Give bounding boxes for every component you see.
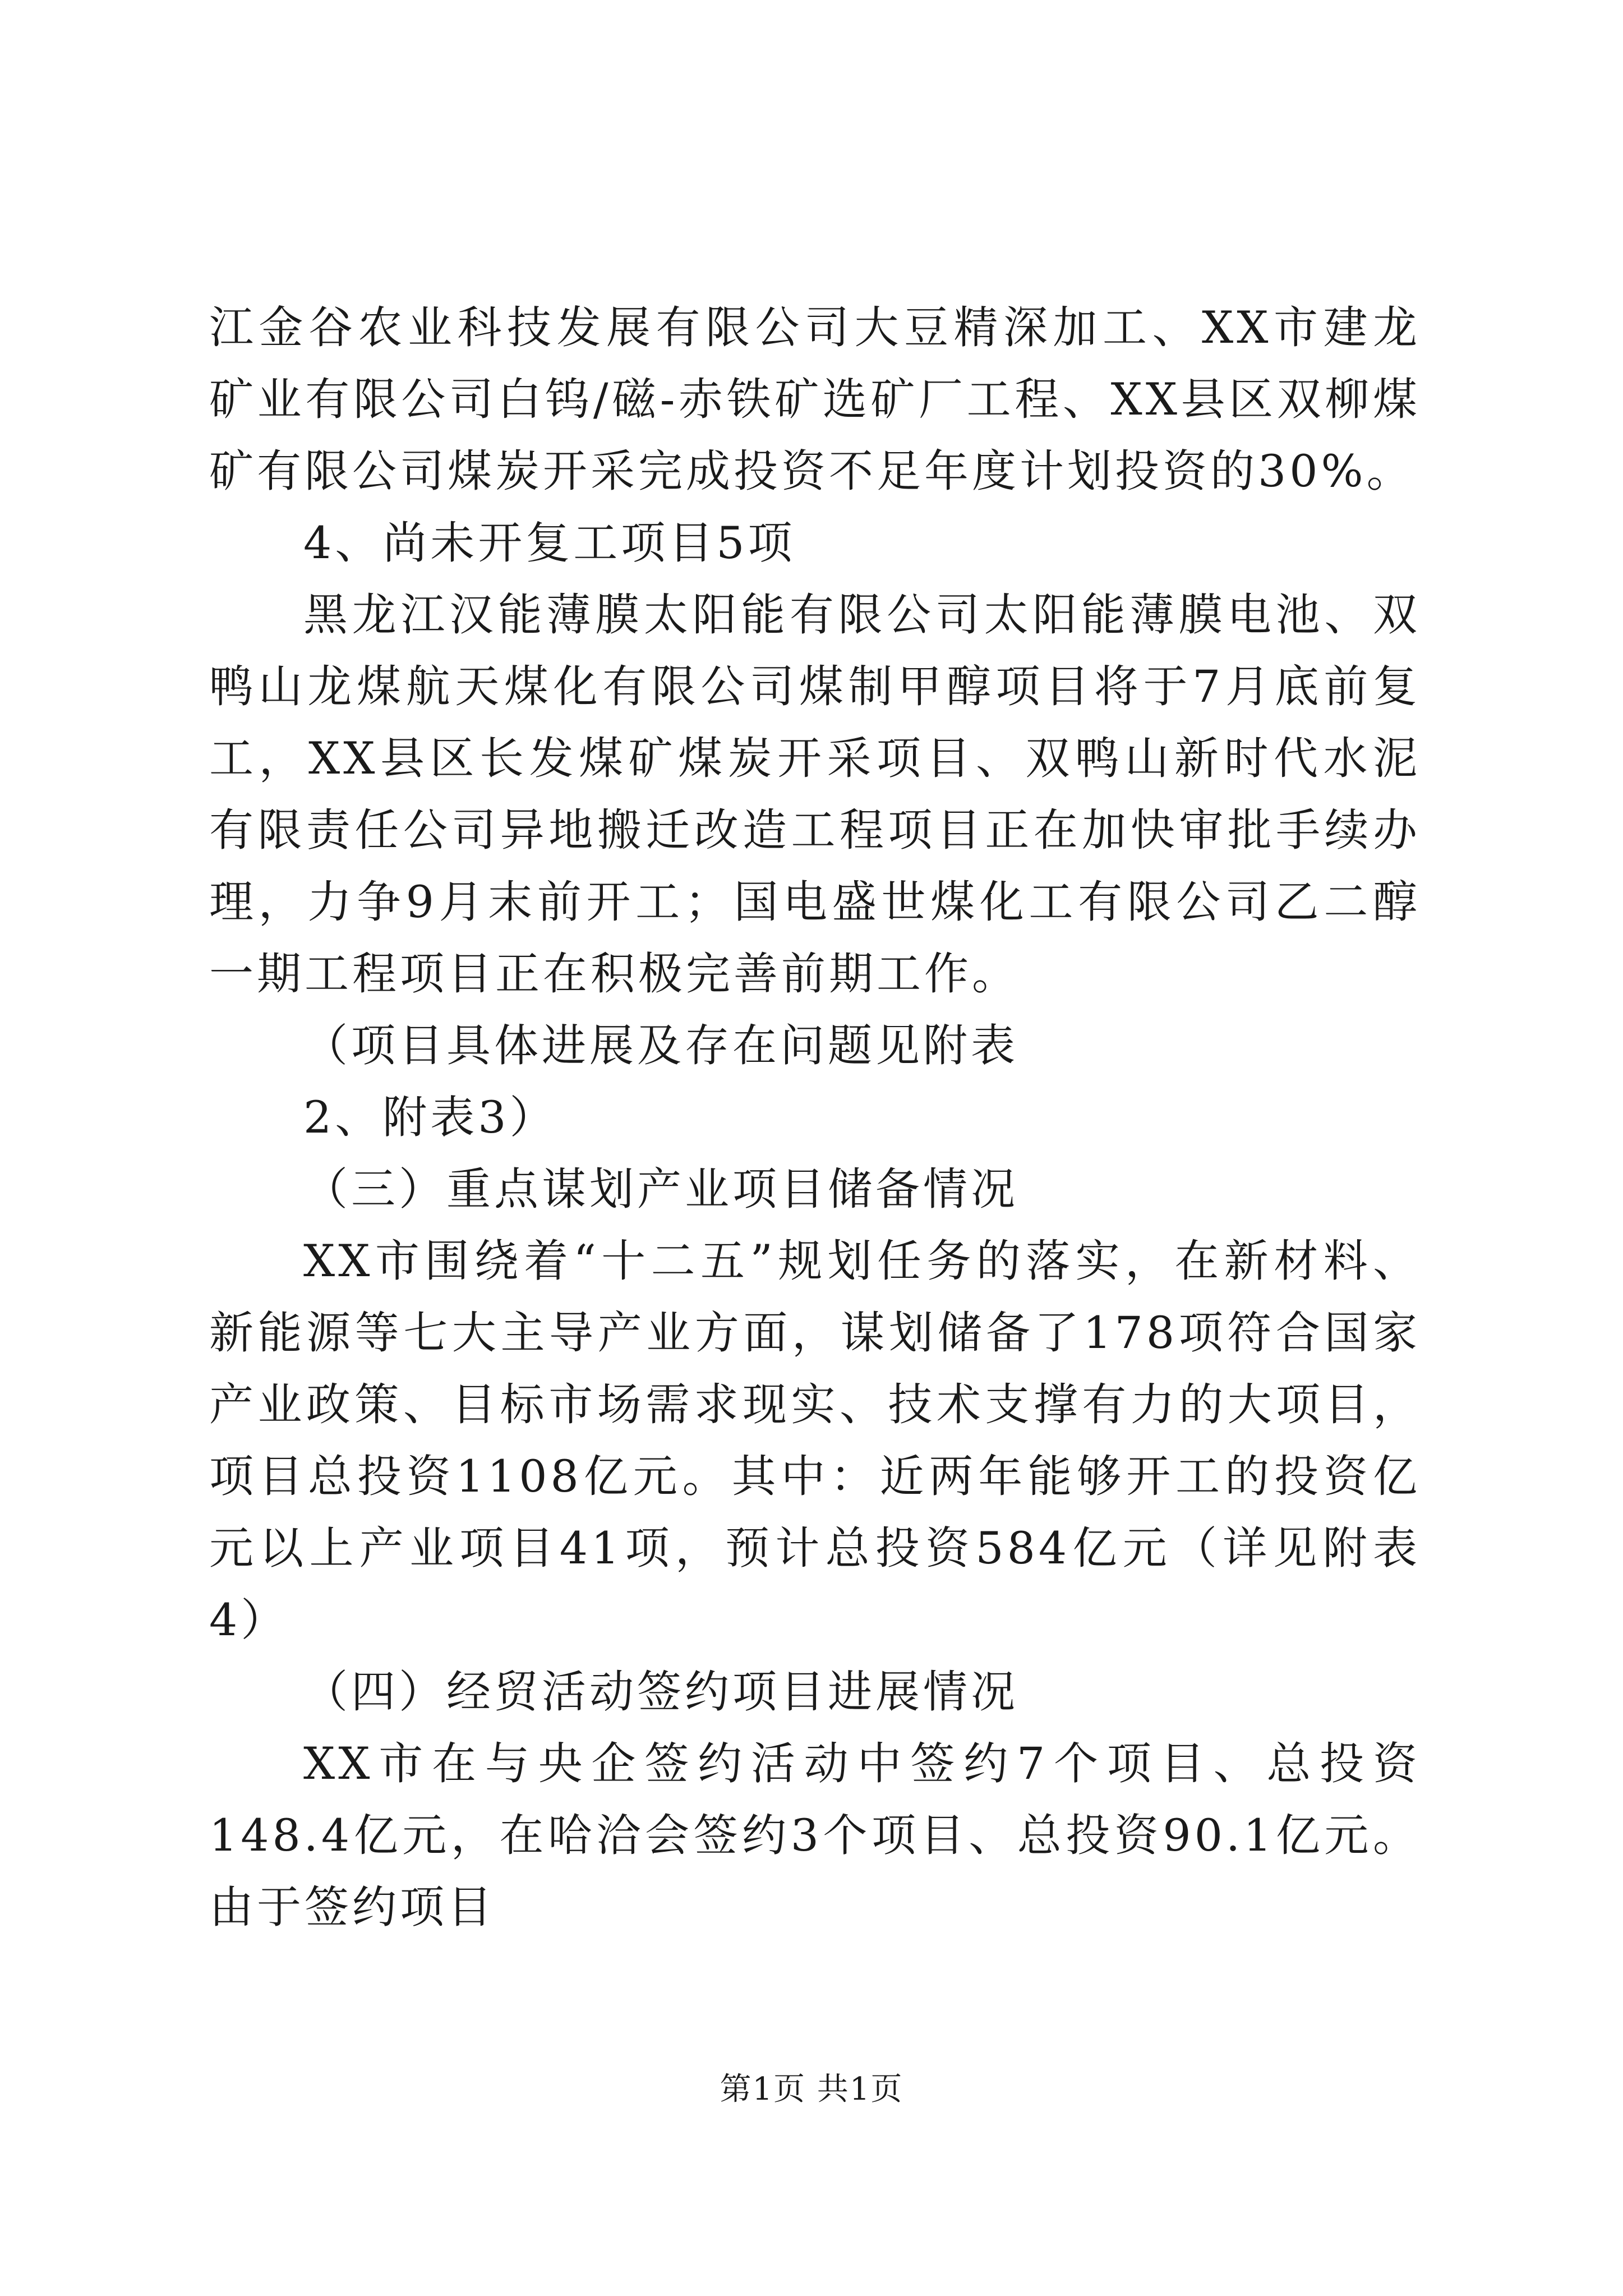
document-body bbox=[209, 292, 1421, 1943]
paragraph-5: 2、附表3） bbox=[303, 1092, 557, 1143]
section-heading-3: （三）重点谋划产业项目储备情况 bbox=[303, 1163, 1018, 1215]
paragraph-3: 黑龙江汉能薄膜太阳能有限公司太阳能薄膜电池、双鸭山龙煤航天煤化有限公司煤制甲醇项目将于7月底前复工，XX县区长发煤矿煤炭开采项目、双鸭山新时代水泥有限责任公司异地搬迁改造工程项目正在加快审批手续办理，力争9月末前开工；国电盛世煤化工有限公司乙二醇一期工程项目正在积极完善前期工作。 bbox=[209, 589, 1421, 1000]
paragraph-1: 江金谷农业科技发展有限公司大豆精深加工、XX市建龙矿业有限公司白钨/磁-赤铁矿选矿厂工程、XX县区双柳煤矿有限公司煤炭开采完成投资不足年度计划投资的30%。 bbox=[209, 302, 1421, 497]
page-footer: 第1页 共1页 bbox=[720, 2071, 903, 2108]
paragraph-2: 4、尚未开复工项目5项 bbox=[303, 517, 796, 569]
paragraph-4: （项目具体进展及存在问题见附表 bbox=[303, 1020, 1018, 1071]
section-heading-4: （四）经贸活动签约项目进展情况 bbox=[303, 1666, 1018, 1718]
paragraph-9: XX市在与央企签约活动中签约7个项目、总投资148.4亿元，在哈洽会签约3个项目、总投资90.1亿元。由于签约项目 bbox=[209, 1738, 1421, 1933]
paragraph-7: XX市围绕着“十二五”规划任务的落实，在新材料、新能源等七大主导产业方面，谋划储备了178项符合国家产业政策、目标市场需求现实、技术支撑有力的大项目，项目总投资1108亿元。其中：近两年能够开工的投资亿元以上产业项目41项，预计总投资584亿元（详见附表4） bbox=[209, 1235, 1421, 1646]
